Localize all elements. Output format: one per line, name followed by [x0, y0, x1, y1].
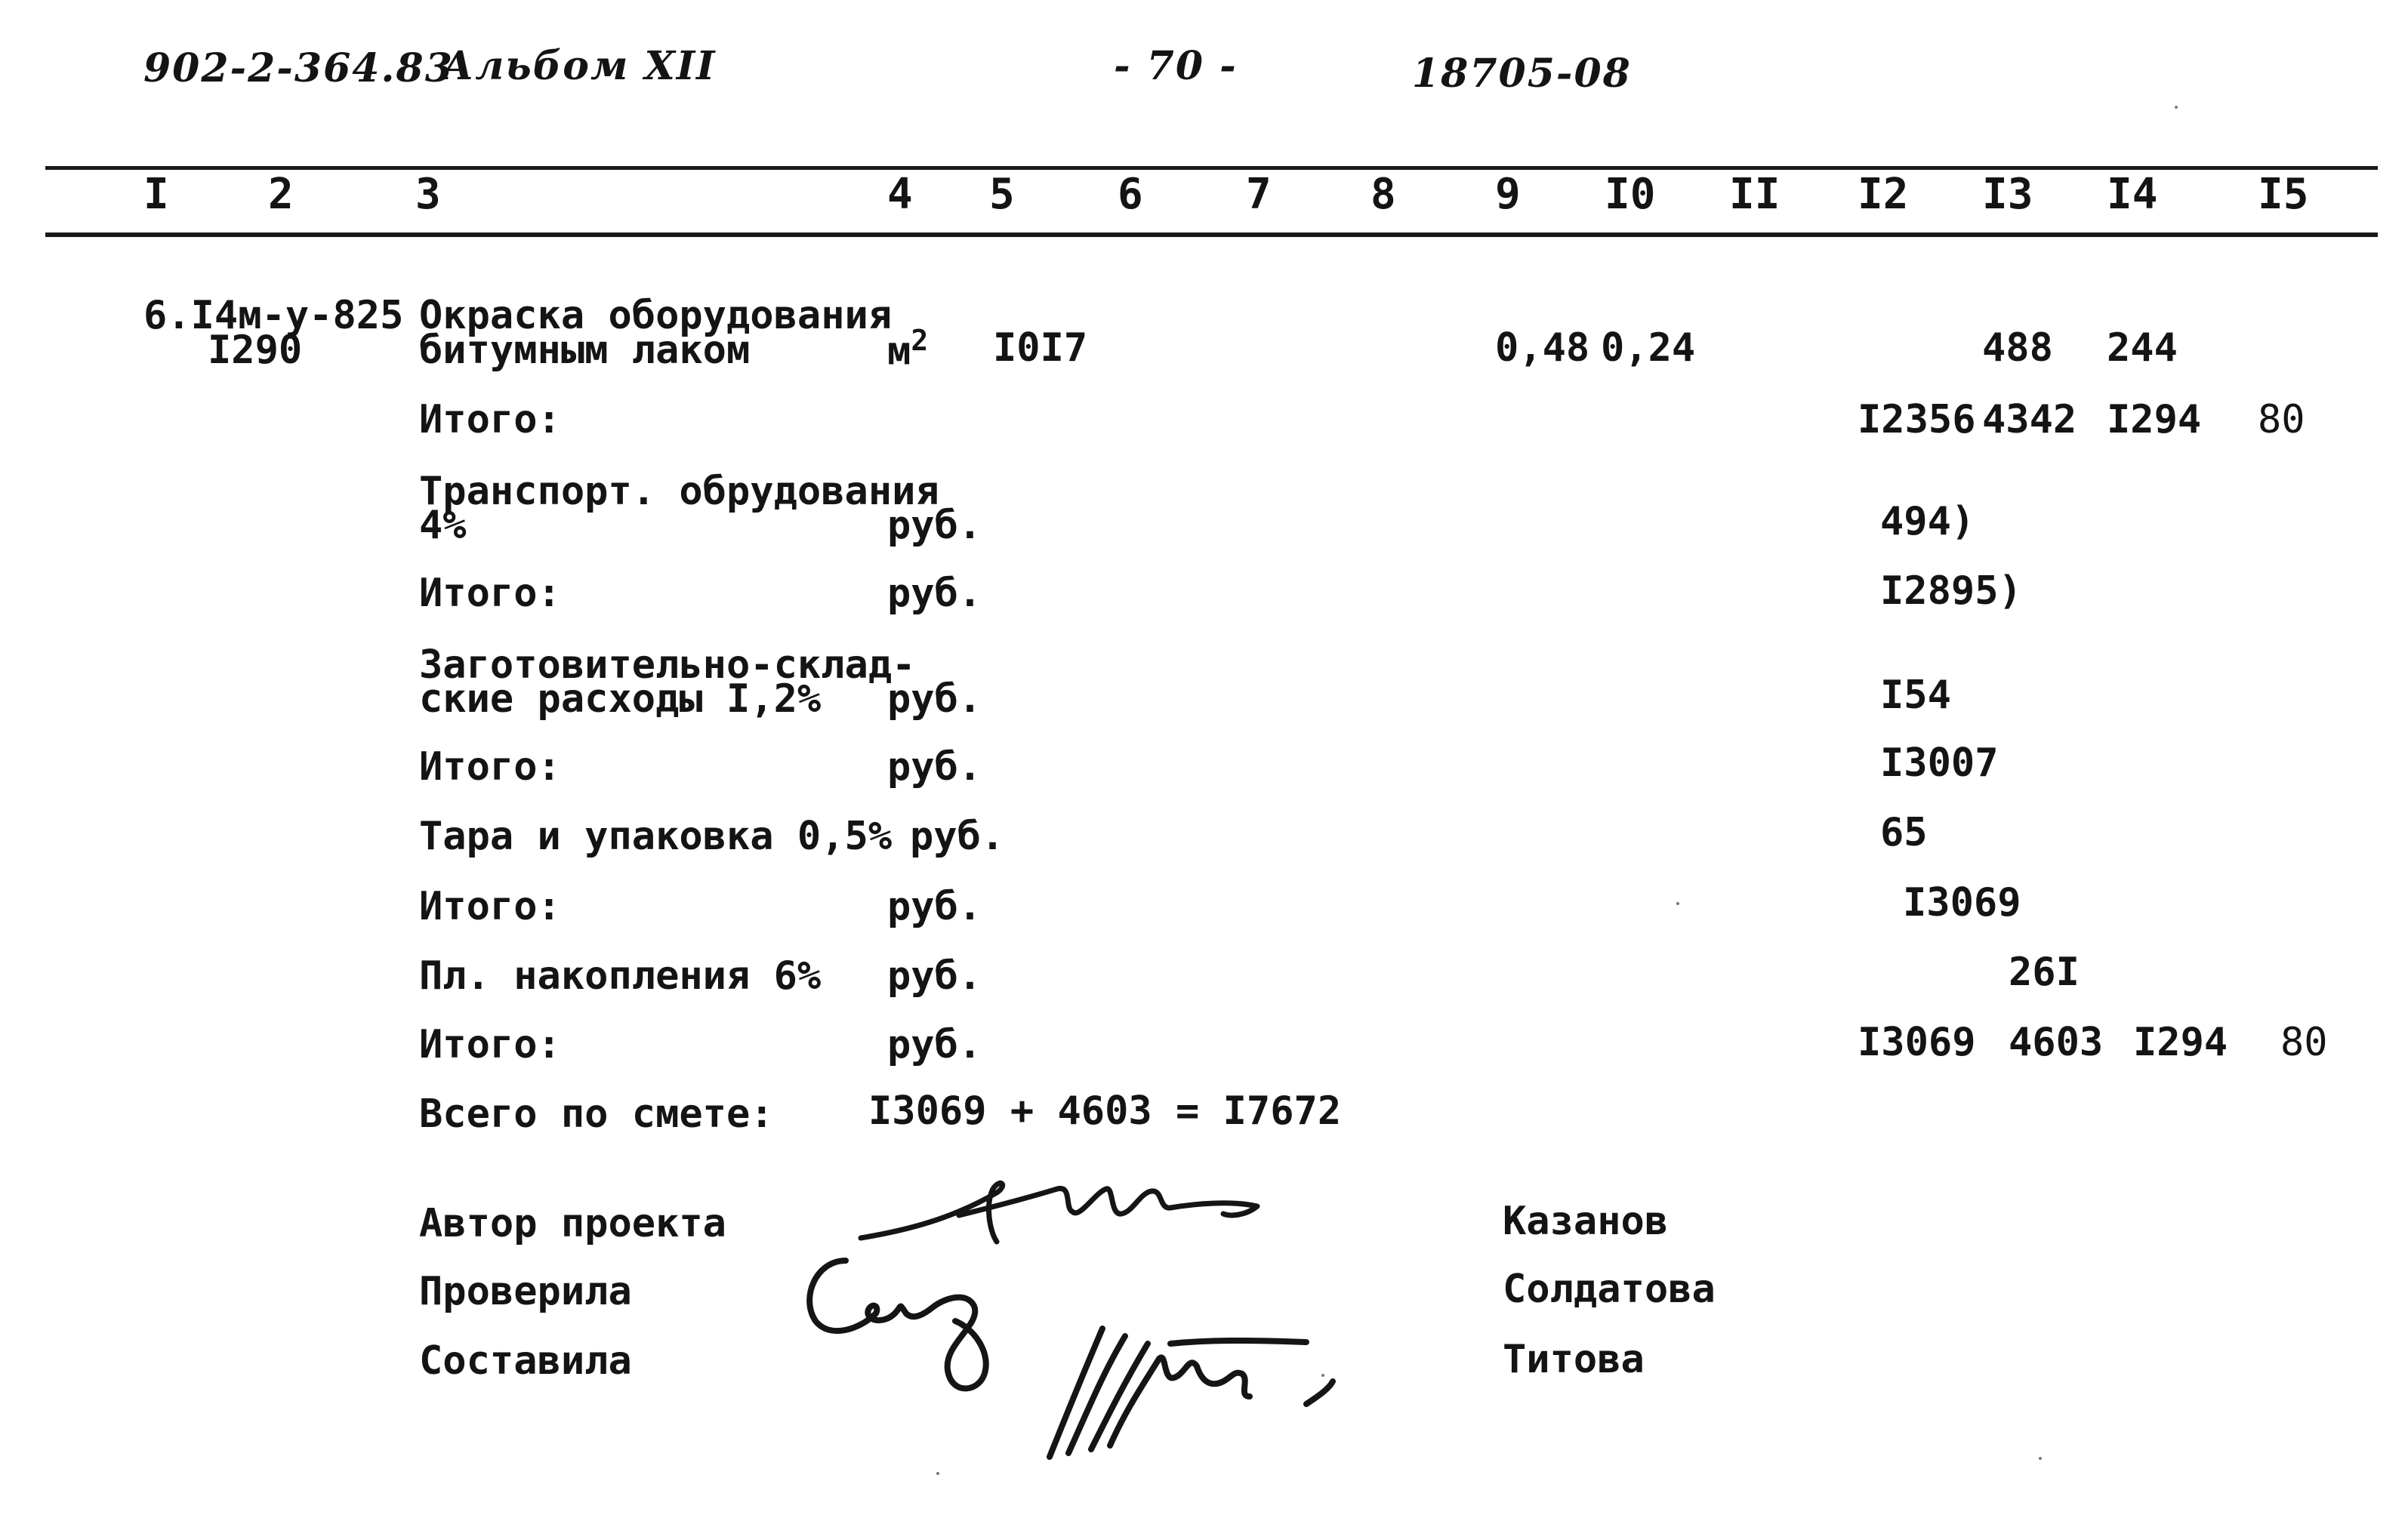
column-header-6: 6	[1118, 170, 1143, 219]
item-name-line1: Окраска оборудования	[419, 293, 893, 338]
transport-label-line1: Транспорт. обрудования	[419, 469, 939, 514]
itogo2-unit: руб.	[887, 571, 982, 616]
item-col10: 0,24	[1601, 325, 1696, 371]
transport-col12: 494)	[1880, 499, 1975, 544]
total-label: Всего по смете:	[419, 1092, 774, 1137]
scan-speck	[936, 1472, 939, 1475]
itogo5-label: Итого:	[419, 1022, 561, 1067]
item-unit-base: м	[887, 328, 911, 374]
signature-role-author: Автор проекта	[419, 1201, 726, 1246]
signature-role-checker: Проверила	[419, 1269, 632, 1314]
itogo2-col12: I2895)	[1880, 568, 2022, 614]
transport-label-line2: 4%	[419, 503, 467, 548]
itogo1-col14: I294	[2107, 397, 2202, 442]
plan-col13: 26I	[2009, 950, 2080, 995]
scan-speck	[1676, 902, 1679, 905]
registration-number: 18705-08	[1412, 51, 1632, 97]
column-header-10: I0	[1605, 170, 1656, 219]
storage-label-line2: ские расходы I,2%	[419, 676, 822, 722]
total-value: I3069 + 4603 = I7672	[868, 1089, 1342, 1134]
signature-role-compiler: Составила	[419, 1338, 632, 1384]
itogo1-label: Итого:	[419, 397, 561, 442]
tara-unit: руб.	[910, 814, 1005, 859]
column-header-15: I5	[2258, 170, 2309, 219]
item-code: 6.I4м-у-825	[143, 293, 404, 338]
plan-unit: руб.	[887, 953, 982, 999]
transport-unit: руб.	[887, 503, 982, 548]
signature-name-compiler: Титова	[1503, 1337, 1645, 1382]
page-number: - 70 -	[1114, 43, 1238, 89]
itogo3-label: Итого:	[419, 744, 561, 790]
signature-name-checker: Солдатова	[1503, 1267, 1716, 1312]
scan-speck	[2175, 106, 2178, 109]
header-bottom-rule	[45, 232, 2378, 237]
signature-name-author: Казанов	[1503, 1199, 1669, 1244]
itogo2-label: Итого:	[419, 571, 561, 616]
column-header-4: 4	[887, 170, 913, 219]
column-header-5: 5	[989, 170, 1015, 219]
itogo1-col15: 80	[2258, 397, 2305, 442]
itogo1-col12: I2356	[1858, 397, 1976, 442]
column-header-9: 9	[1495, 170, 1521, 219]
column-header-8: 8	[1370, 170, 1396, 219]
item-col9: 0,48	[1495, 325, 1590, 371]
itogo5-col15: 80	[2280, 1020, 2328, 1065]
tara-col12: 65	[1880, 810, 1928, 855]
itogo5-col12: I3069	[1858, 1020, 1976, 1065]
itogo3-unit: руб.	[887, 744, 982, 790]
item-col14: 244	[2107, 325, 2178, 371]
compiler-signature-image	[1034, 1298, 1352, 1472]
item-col13: 488	[1982, 325, 2053, 371]
itogo4-col12: I3069	[1903, 880, 2021, 925]
itogo1-col13: 4342	[1982, 397, 2077, 442]
album-label: Альбом XII	[442, 43, 717, 89]
scan-speck	[2039, 1457, 2042, 1460]
itogo4-unit: руб.	[887, 884, 982, 929]
itogo3-col12: I3007	[1880, 741, 1999, 786]
column-header-12: I2	[1858, 170, 1909, 219]
item-unit-exponent: 2	[911, 324, 929, 357]
itogo5-col13: 4603	[2009, 1020, 2104, 1065]
itogo5-unit: руб.	[887, 1022, 982, 1067]
scan-speck	[1321, 1374, 1324, 1377]
tara-label: Тара и упаковка 0,5%	[419, 814, 893, 859]
column-header-13: I3	[1982, 170, 2033, 219]
itogo5-col14: I294	[2133, 1020, 2228, 1065]
item-quantity: I0I7	[993, 325, 1088, 371]
storage-unit: руб.	[887, 676, 982, 722]
item-name-line2: битумным лаком	[419, 328, 751, 373]
storage-label-line1: Заготовительно-склад-	[419, 642, 916, 688]
document-code: 902-2-364.83	[143, 45, 454, 91]
column-header-3: 3	[415, 170, 441, 219]
column-header-1: I	[143, 170, 169, 219]
storage-col12: I54	[1880, 673, 1951, 718]
item-code-secondary: I290	[208, 328, 303, 373]
itogo4-label: Итого:	[419, 884, 561, 929]
column-header-11: II	[1729, 170, 1781, 219]
plan-label: Пл. накопления 6%	[419, 953, 822, 999]
column-header-2: 2	[268, 170, 294, 219]
item-unit	[887, 324, 929, 374]
checker-signature-image	[793, 1238, 1050, 1404]
column-header-14: I4	[2107, 170, 2158, 219]
column-header-7: 7	[1246, 170, 1272, 219]
